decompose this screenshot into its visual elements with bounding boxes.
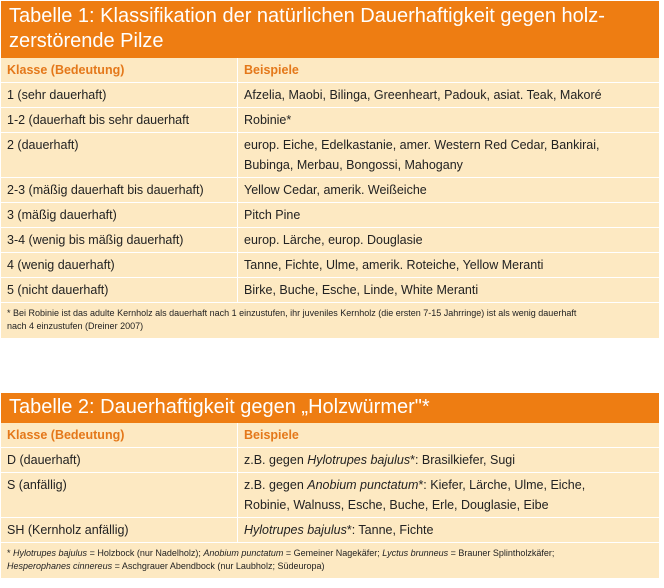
examples-prefix: z.B. gegen (244, 478, 308, 492)
table-row (1, 178, 659, 203)
table-1 (1, 1, 659, 338)
table-row (1, 253, 659, 278)
cell-class: D (dauerhaft) (1, 448, 238, 472)
cell-examples (238, 133, 659, 177)
cell-examples (238, 108, 659, 132)
examples-line (244, 450, 653, 470)
cell-examples (238, 473, 659, 517)
column-header-examples: Beispiele (244, 63, 299, 77)
table-2-header-row (1, 423, 659, 448)
footnote-text: = Aschgrauer Abendbock (nur Laubholz; Südeuropa) (112, 561, 325, 571)
table-row (1, 133, 659, 178)
table-2-body (1, 423, 659, 578)
cell-class: 3 (mäßig dauerhaft) (1, 203, 238, 227)
cell-class: 4 (wenig dauerhaft) (1, 253, 238, 277)
cell-examples (238, 518, 659, 542)
examples-line: europ. Lärche, europ. Douglasie (244, 233, 423, 247)
examples-line (244, 520, 653, 540)
table-1-header-row (1, 58, 659, 83)
table-row (1, 228, 659, 253)
footnote-line: * Bei Robinie ist das adulte Kernholz als dauerhaft nach 1 einzustufen, ihr juveniles Kernholz (die ersten 7-15 Jahrringe) ist als wenig dauerhaft (7, 308, 577, 318)
footnote-line (7, 547, 653, 560)
table-2-footnote (1, 542, 659, 578)
table-1-title-line-2: zerstörende Pilze (9, 30, 164, 52)
species-name: Lyctus brunneus (382, 548, 449, 558)
examples-prefix: z.B. gegen (244, 453, 308, 467)
cell-examples (238, 253, 659, 277)
cell-class: 2 (dauerhaft) (1, 133, 238, 177)
examples-text: *: Tanne, Fichte (346, 523, 434, 537)
table-row (1, 448, 659, 473)
examples-line: Afzelia, Maobi, Bilinga, Greenheart, Padouk, asiat. Teak, Makoré (244, 88, 602, 102)
table-row (1, 473, 659, 518)
cell-class: 3-4 (wenig bis mäßig dauerhaft) (1, 228, 238, 252)
cell-examples (238, 278, 659, 302)
cell-examples (238, 228, 659, 252)
cell-class: 1 (sehr dauerhaft) (1, 83, 238, 107)
column-header-class: Klasse (Bedeutung) (1, 423, 238, 447)
table-2-rows (1, 448, 659, 542)
table-2 (1, 393, 659, 578)
examples-line: europ. Eiche, Edelkastanie, amer. Western Red Cedar, Bankirai, (244, 138, 600, 152)
cell-examples (238, 448, 659, 472)
footnote-text: = Holzbock (nur Nadelholz); (87, 548, 204, 558)
species-name: Anobium punctatum (203, 548, 284, 558)
footnote-text: = Brauner Splintholzkäfer; (448, 548, 555, 558)
cell-class: SH (Kernholz anfällig) (1, 518, 238, 542)
footnote-text: = Gemeiner Nagekäfer; (283, 548, 383, 558)
cell-class: 5 (nicht dauerhaft) (1, 278, 238, 302)
table-row (1, 108, 659, 133)
examples-line: Pitch Pine (244, 208, 301, 222)
table-1-title-line-1: Tabelle 1: Klassifikation der natürlichen Dauerhaftigkeit gegen holz- (9, 5, 605, 27)
species-name: Anobium punctatum (307, 478, 419, 492)
species-name: Hylotrupes bajulus (307, 453, 411, 467)
table-1-rows (1, 83, 659, 302)
examples-line (244, 475, 653, 495)
table-1-footnote (1, 302, 659, 338)
examples-line: Tanne, Fichte, Ulme, amerik. Roteiche, Yellow Meranti (244, 258, 544, 272)
examples-line: Bubinga, Merbau, Bongossi, Mahogany (244, 158, 463, 172)
table-1-title (1, 1, 659, 58)
examples-line: Yellow Cedar, amerik. Weißeiche (244, 183, 427, 197)
cell-class: 2-3 (mäßig dauerhaft bis dauerhaft) (1, 178, 238, 202)
examples-text: *: Brasilkiefer, Sugi (410, 453, 516, 467)
cell-class: S (anfällig) (1, 473, 238, 517)
species-name: Hesperophanes cinnereus (7, 561, 113, 571)
table-row (1, 203, 659, 228)
cell-class: 1-2 (dauerhaft bis sehr dauerhaft (1, 108, 238, 132)
table-row (1, 518, 659, 542)
examples-line: Robinie* (244, 113, 292, 127)
cell-examples (238, 83, 659, 107)
species-name: Hylotrupes bajulus (244, 523, 347, 537)
footnote-line (7, 560, 653, 573)
table-2-title: Tabelle 2: Dauerhaftigkeit gegen „Holzwürmer"* (1, 393, 659, 423)
table-row (1, 278, 659, 302)
column-header-class: Klasse (Bedeutung) (1, 58, 238, 82)
cell-examples (238, 178, 659, 202)
examples-text: *: Kiefer, Lärche, Ulme, Eiche, (418, 478, 586, 492)
examples-line: Robinie, Walnuss, Esche, Buche, Erle, Douglasie, Eibe (244, 498, 549, 512)
column-header-examples: Beispiele (244, 428, 299, 442)
footnote-star: * (7, 548, 14, 558)
footnote-line: nach 4 einzustufen (Dreiner 2007) (7, 321, 144, 331)
examples-line: Birke, Buche, Esche, Linde, White Meranti (244, 283, 479, 297)
cell-examples (238, 203, 659, 227)
table-1-body (1, 58, 659, 338)
species-name: Hylotrupes bajulus (13, 548, 88, 558)
table-row (1, 83, 659, 108)
